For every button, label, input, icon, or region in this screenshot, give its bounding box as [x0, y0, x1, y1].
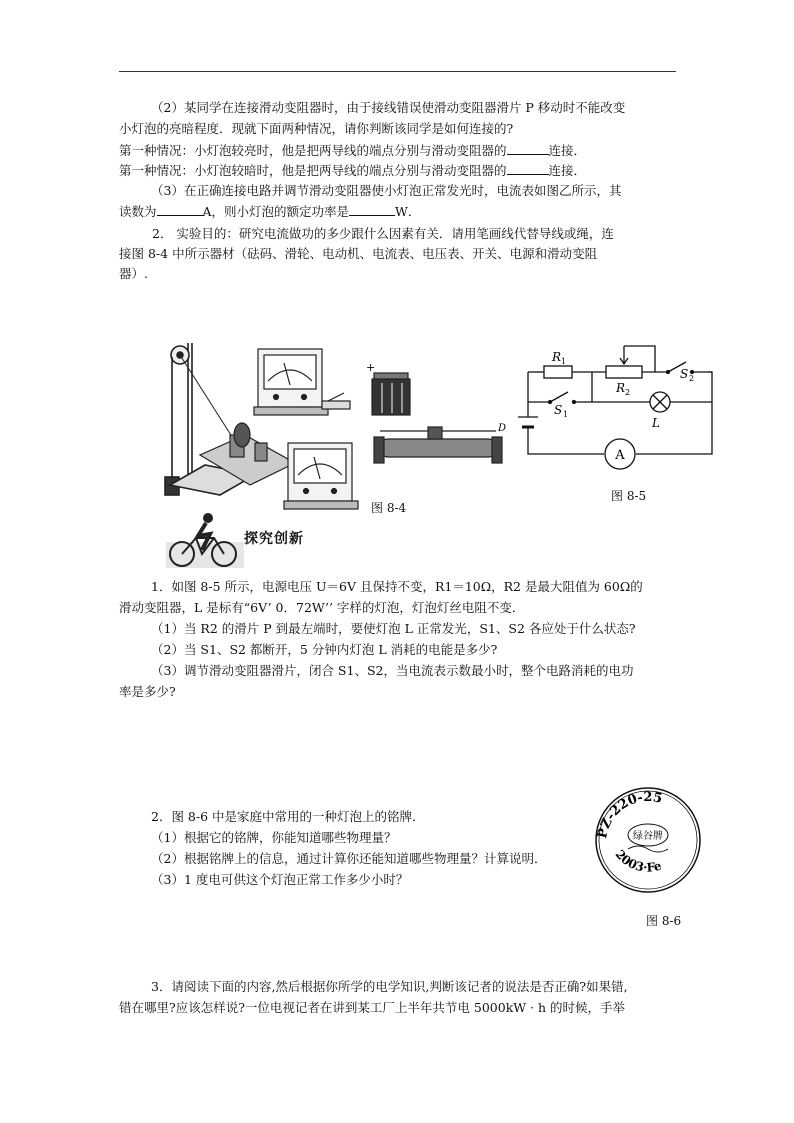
p2-sub-1: （1）根据它的铭牌，你能知道哪些物理量？ [151, 830, 397, 845]
current-answer-blank[interactable] [157, 203, 203, 216]
p1-line-2: 滑动变阻器，L 是标有“6V’ 0．72W’’ 字样的灯泡，灯泡灯丝电阻不变． [119, 600, 525, 615]
s1-label: S [554, 403, 563, 417]
lamp-label: L [652, 416, 660, 430]
s2-label: S [680, 367, 689, 381]
header-rule [119, 71, 676, 72]
p1-sub-2: （2）当 S1、S2 都断开，5 分钟内灯泡 L 消耗的电能是多少? [151, 642, 498, 657]
figure-8-6-caption: 图 8-6 [646, 914, 682, 928]
p1-sub-3b: 率是多少? [119, 684, 176, 699]
meter-top-icon [254, 349, 328, 415]
s2-subscript: 2 [689, 374, 695, 383]
figure-8-5-circuit [512, 338, 722, 473]
nameplate-brand: 绿谷牌 [633, 831, 663, 842]
rheostat-icon [374, 427, 502, 463]
p1-line-1: 1．如图 8-5 所示，电源电压 U＝6V 且保持不变，R1＝10Ω，R2 是最大阻值为 60Ω的 [151, 579, 643, 594]
q3-reading-end: W． [395, 204, 421, 219]
experiment-line-3: 器）. [119, 266, 148, 281]
q2-case-1-end: 连接． [548, 143, 587, 158]
meter-bottom-icon [284, 443, 358, 509]
figure-8-5-caption: 图 8-5 [611, 489, 647, 503]
q3-reading [119, 203, 679, 220]
q2-case-1-text: 第一种情况：小灯泡较亮时，他是把两导线的端点分别与滑动变阻器的 [119, 143, 507, 158]
switch-icon [322, 393, 350, 409]
r1-subscript: 1 [561, 357, 567, 366]
answer-blank[interactable] [507, 162, 549, 175]
experiment-line-1: 2． 实验目的：研究电流做功的多少跟什么因素有关．请用笔画线代替导线或绳，连 [152, 226, 614, 241]
figure-8-4-caption: 图 8-4 [371, 501, 407, 515]
q2-case-2-text: 第一种情况：小灯泡较暗时，他是把两导线的端点分别与滑动变阻器的 [119, 163, 507, 178]
rheostat-d-label: D [498, 423, 507, 434]
q3-intro: （3）在正确连接电路并调节滑动变阻器使小灯泡正常发光时，电流表如图乙所示，其 [151, 183, 622, 198]
battery-icon [372, 373, 410, 415]
p2-line-1: 2．图 8-6 中是家庭中常用的一种灯泡上的铭牌． [151, 809, 425, 824]
q2-intro-1: （2）某同学在连接滑动变阻器时，由于接线错误使滑动变阻器滑片 P 移动时不能改变 [151, 100, 626, 115]
p1-sub-1: （1）当 R2 的滑片 P 到最左端时，要使灯泡 L 正常发光，S1、S2 各应处于什么状态? [151, 621, 636, 636]
answer-blank[interactable] [507, 142, 549, 155]
r2-subscript: 2 [625, 388, 631, 397]
cyclist-icon [166, 512, 244, 568]
q2-intro-2: 小灯泡的亮暗程度．现就下面两种情况，请你判断该同学是如何连接的? [119, 121, 514, 136]
section-banner: 探究创新 [244, 531, 304, 547]
q2-case-2 [119, 162, 679, 179]
nameplate-bottom-text: 2003·Fe [612, 847, 664, 875]
nameplate-top-text: PZ-220-25 [595, 789, 664, 840]
experiment-line-2: 接图 8-4 中所示器材（砝码、滑轮、电动机、电流表、电压表、开关、电源和滑动变阻 [119, 246, 598, 261]
p2-sub-3: （3）1 度电可供这个灯泡正常工作多少小时？ [151, 872, 409, 887]
r2-label: R [616, 381, 626, 395]
ammeter-label: A [615, 448, 625, 463]
p1-sub-3a: （3）调节滑动变阻器滑片，闭合 S1、S2，当电流表示数最小时，整个电路消耗的电功 [151, 663, 634, 678]
q3-reading-mid: A，则小灯泡的额定功率是 [202, 204, 350, 219]
q2-case-2-end: 连接． [548, 163, 587, 178]
power-answer-blank[interactable] [349, 203, 395, 216]
p3-line-2: 错在哪里?应该怎样说?一位电视记者在讲到某工厂上半年共节电 5000kW · h 的时候，手举 [119, 1000, 626, 1015]
q3-reading-text: 读数为 [119, 204, 157, 219]
r1-label: R [552, 350, 562, 364]
q2-case-1 [119, 142, 679, 159]
s1-subscript: 1 [563, 410, 569, 419]
bulb-nameplate [582, 785, 714, 895]
p3-line-1: 3．请阅读下面的内容,然后根据你所学的电学知识,判断该记者的说法是否正确?如果错, [151, 979, 628, 994]
p2-sub-2: （2）根据铭牌上的信息，通过计算你还能知道哪些物理量？计算说明． [151, 851, 547, 866]
battery-plus-label: + [366, 361, 376, 374]
figure-8-4-apparatus [160, 335, 520, 515]
